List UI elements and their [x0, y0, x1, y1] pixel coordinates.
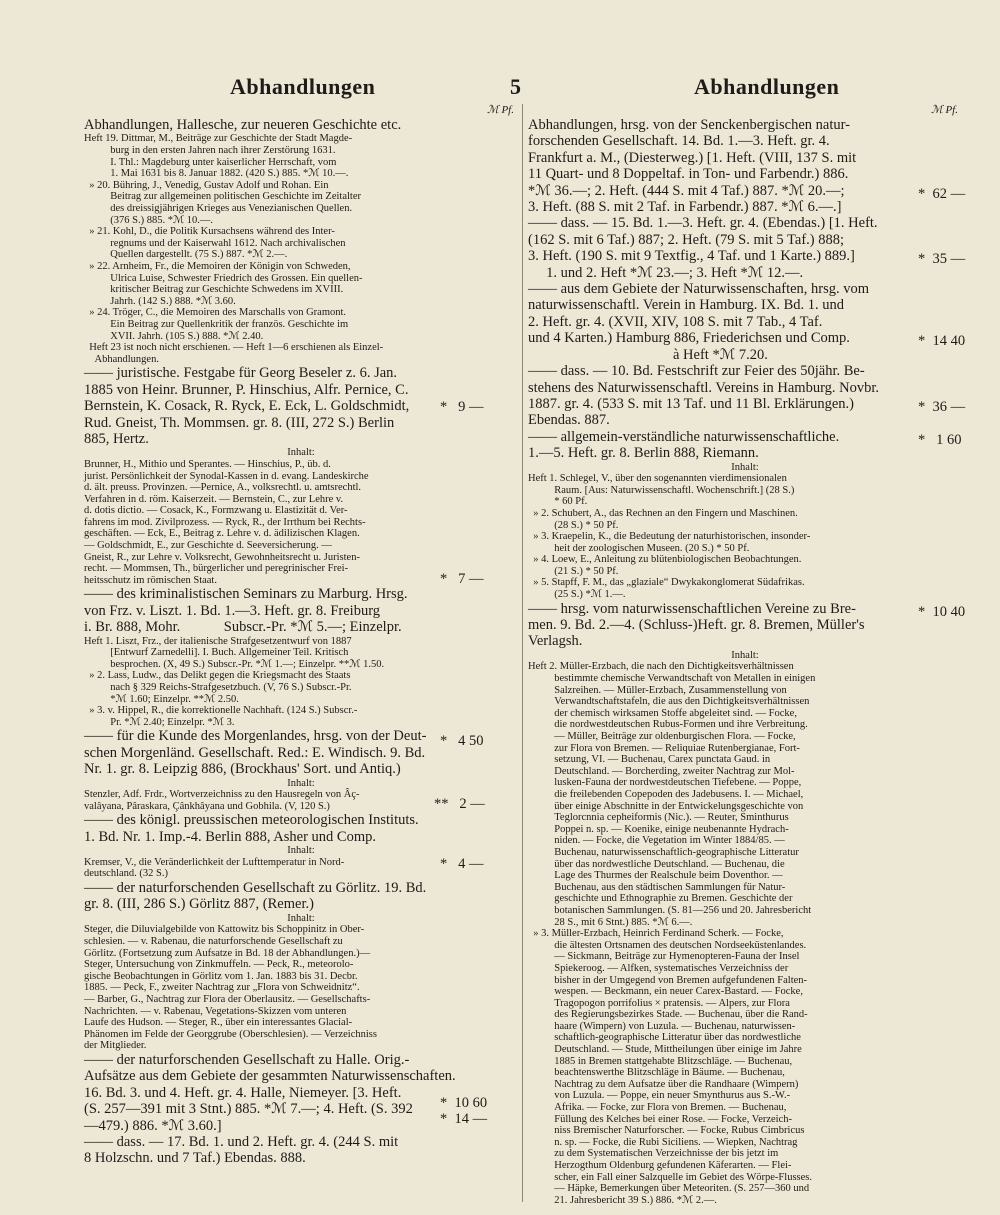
entry: —— der naturforschenden Gesellschaft zu Halle. Orig.- Aufsätze aus dem Gebiete der gesammten Naturwissenschaften. 16. Bd. 3. und 4. Heft. gr. 4. Halle, Niemeyer. [3. Heft. (S. 257—391 mit 3 Stnt.) 885. *ℳ 7.—; 4. Heft. (S. 392 —479.) 886. *ℳ 3.60.] —— dass. — 17. Bd. 1. und 2. Heft. gr. 4. (244 S. mit 8 Holzschn. und 7 Taf.) Ebendas. 888.	[84, 1051, 456, 1167]
contents-text: Stenzler, Adf. Frdr., Wortverzeichniss zu den Hausregeln von Âç- valâyana, Pâraskara, Çânkhâyana und Gobhila. (V, 120 S.)	[84, 789, 360, 812]
contents-label: Inhalt:	[731, 461, 759, 473]
contents-label: Inhalt:	[287, 912, 315, 924]
page-number: 5	[510, 74, 522, 99]
entry: —— hrsg. vom naturwissenschaftlichen Vereine zu Bre- men. 9. Bd. 2.—4. (Schluss-)Heft. gr. 8. Bremen, Müller's Verlagsh.	[528, 600, 865, 650]
running-header-left: Abhandlungen	[230, 74, 376, 99]
price: * 4 —	[440, 856, 484, 872]
price: * 9 —	[440, 399, 484, 415]
price: * 7 —	[440, 571, 484, 587]
series-list: Heft 2. Müller-Erzbach, die nach den Dichtigkeitsverhältnissen bestimmte chemische Verwandtschaft von Metallen in einigen Salzreihen. — Müller-Erzbach, Zusammenstellung von Verwandtschaftstafeln, die aus den Dichtigkeitsverhältnissen der chemisch wirksamen Stoffe abgeleitet sind. — Focke, die nordwestdeutschen Rubus-Formen und ihre Verbreitung. — Müller, Beiträge zur oldenburgischen Flora. — Focke, zur Flora von Bremen. — Reliquiae Rutenbergianae, Fort- setzung, VI. — Buchenau, Carex punctata Gaud. in Deutschland. — Borcherding, zweiter Nachtrag zur Mol- lusken-Fauna der nordwestdeutschen Tiefebene. — Poppe, die freilebenden Copepoden des Jadebusens. I. — Michael, über einige Abschnitte in der Entwickelungsgeschichte von Teglorcnnia cepheiformis (Nic.). — Reuter, Sminthurus Poppei n. sp. — Koenike, einige neubenannte Hydrach- niden. — Focke, die Vegetation im Winter 1884/85. — Buchenau, naturwissenschaftlich-geographische Litteratur über das nordwestliche Deutschland. — Buchenau, die Lage des Thurmes der Realschule beim Doventhor. — Buchenau, aus den städtischen Sammlungen für Natur- geschichte und Ethnographie zu Bremen. Geschichte der botanischen Sammlungen. (S. 81—256 und 20. Jahresbericht 28 S., mit 6 Stnt.) 885. *ℳ 6.—. » 3. Müller-Erzbach, Heinrich Ferdinand Scherk. — Focke, die ältesten Ortsnamen des deutschen Nordseeküstenlandes. — Sickmann, Beiträge zur Hymenopteren-Fauna der Insel Spiekeroog. — Alfken, systematisches Verzeichniss der bisher in der Umgegend von Bremen aufgefundenen Falten- wespen. — Beckmann, ein neuer Carex-Bastard. — Focke, Tragopogon porrifolius × pratensis. — Alpers, zur Flora des Regierungsbezirkes Stade. — Buchenau, über die Rand- haare (Wimpern) von Luzula. — Buchenau, naturwissen- schaftlich-geographische Litteratur über das nordwestliche Deutschland. — Stude, Mittheilungen über einige im Jahre 1885 in Bremen stattgehabte Blitzschläge. — Buchenau, beachtenswerthe Blitzschläge in Bäume. — Buchenau, Nachtrag zu dem Aufsatze über die Randhaare (Wimpern) von Luzula. — Poppe, ein neuer Smynthurus aus S.-W.- Afrika. — Focke, zur Flora von Bremen. — Buchenau, Füllung des Kelches bei einer Rose. — Focke, Verzeich- niss Bremischer Naturforscher. — Focke, Rubus Cimbricus n. sp. — Focke, die Rubi Siciliens. — Wiepken, Nachtrag zu dem Systematischen Verzeichnisse der bis jetzt im Herzogthum Oldenburg gefundenen Käferarten. — Flei- scher, ein Fall einer Salzquelle im Gebiet des Wörpe-Flusses. — Häpke, Bemerkungen über Meteoriten. (S. 257—360 und 21. Jahresbericht 39 S.) 886. *ℳ 2.—.	[528, 661, 816, 1206]
right-column	[528, 104, 962, 1206]
series-list: Heft 1. Schlegel, V., über den sogenannten vierdimensionalen Raum. [Aus: Naturwissenschaftl. Wochenschrift.] (28 S.) * 60 Pf. » 2. Schubert, A., das Rechnen an den Fingern und Maschinen. (28 S.) * 50 Pf. » 3. Kraepelin, K., die Bedeutung der naturhistorischen, insonder- heit der zoologischen Museen. (20 S.) * 50 Pf. » 4. Loew, E., Anleitung zu blütenbiologischen Beobachtungen. (21 S.) * 50 Pf. » 5. Stapff, F. M., das „glaziale“ Dwykakonglomerat Südafrikas. (25 S.) *ℳ 1.—.	[528, 473, 811, 601]
entry: —— des kriminalistischen Seminars zu Marburg. Hrsg. von Frz. v. Liszt. 1. Bd. 1.—3. Heft. gr. 8. Freiburg i. Br. 888, Mohr. Subscr.-Pr. *ℳ 5.—; Einzelpr.	[84, 586, 408, 636]
contents-text: Steger, die Diluvialgebilde von Kattowitz bis Schoppinitz in Ober- schlesien. — v. Rabenau, die naturforschende Gesellschaft zu Görlitz. (Fortsetzung zum Aufsatze in Bd. 18 der Abhandlungen.)— Steger, Untersuchung von Zinkmuffeln. — Peck, R., meteorolo- gische Beobachtungen in Görlitz vom 1. Jan. 1883 bis 31. Decbr. 1885. — Peck, F., zweiter Nachtrag zur „Flora von Schweidnitz“. — Barber, G., Nachtrag zur Flora der Oberlausitz. — Gesellschafts- Nachrichten. — v. Rabenau, Vegetations-Skizzen vom unteren Laufe des Hudson. — Steger, R., über ein interessantes Glacial- Phänomen im Felde der Georggrube (Oberschlesien). — Verzeichniss der Mitglieder.	[84, 924, 377, 1052]
entry: —— für die Kunde des Morgenlandes, hrsg. von der Deut- schen Morgenländ. Gesellschaft. Red.: E. Windisch. 9. Bd. Nr. 1. gr. 8. Leipzig 886, (Brockhaus' Sort. und Antiq.)	[84, 728, 427, 778]
price: * 4 50	[440, 733, 484, 749]
series-list: Heft 19. Dittmar, M., Beiträge zur Geschichte der Stadt Magde- burg in den ersten Jahren nach ihrer Zerstörung 1631. I. Thl.: Magdeburg unter kaiserlicher Herrschaft, vom 1. Mai 1631 bis 8. Januar 1882. (420 S.) 885. *ℳ 10.—. » 20. Bühring, J., Venedig, Gustav Adolf und Rohan. Ein Beitrag zur allgemeinen politischen Geschichte im Zeitalter des dreissigjährigen Krieges aus Venezianischen Quellen. (376 S.) 885. *ℳ 10.—. » 21. Kohl, D., die Politik Kursachsens während des Inter- regnums und der Kaiserwahl 1612. Nach archivalischen Quellen dargestellt. (75 S.) 887. *ℳ 2.—. » 22. Arnheim, Fr., die Memoiren der Königin von Schweden, Ulrica Luise, Schwester Friedrich des Grossen. Ein quellen- kritischer Beitrag zur Geschichte Schwedens im XVIII. Jahrh. (142 S.) 888. *ℳ 3.60. » 24. Tröger, C., die Memoiren des Marschalls von Gramont. Ein Beitrag zur Quellenkritik der französ. Geschichte im XVII. Jahrh. (105 S.) 888. *ℳ 2.40. Heft 23 ist noch nicht erschienen. — Heft 1—6 erschienen als Einzel- Abhandlungen.	[84, 133, 384, 365]
price: * 62 —	[918, 186, 966, 202]
price: * 14 —	[440, 1111, 488, 1127]
running-header-right: Abhandlungen	[694, 74, 840, 99]
price-column-header: ℳ Pf.	[930, 104, 958, 116]
left-column	[84, 104, 518, 1167]
contents-label: Inhalt:	[731, 649, 759, 661]
price: * 35 —	[918, 251, 966, 267]
contents-text: Brunner, H., Mithio und Sperantes. — Hinschius, P., üb. d. jurist. Persönlichkeit der Synodal-Kassen in d. evang. Landeskirche d. ält. preuss. Provinzen. —Pernice, A., volksrechtl. u. amtsrechtl. Verfahren in d. röm. Kaiserzeit. — Bernstein, C., zur Lehre v. d. dotis dictio. — Cosack, K., Formzwang u. Elastizität d. Ver- fahrens im mod. Zivilprozess. — Ryck, R., der Irrthum bei Rechts- geschäften. — Eck, E., Beitrag z. Lehre v. d. ädilizischen Klagen. — Goldschmidt, E., zur Geschichte d. Seeversicherung. — Gneist, R., zur Lehre v. Volksrecht, Gewohnheitsrecht u. Juristen- recht. — Mommsen, Th., bürgerlicher und peregrinischer Frei- heitsschutz im römischen Staat.	[84, 458, 369, 586]
entry: Abhandlungen, hrsg. von der Senckenbergischen natur- forschenden Gesellschaft. 14. Bd. 1.—3. Heft. gr. 4. Frankfurt a. M., (Diesterweg.) [1. Heft. (VIII, 137 S. mit 11 Quart- und 8 Doppeltaf. in Ton- und Farbendr.) 886. *ℳ 36.—; 2. Heft. (444 S. mit 4 Taf.) 887. *ℳ 20.—; 3. Heft. (88 S. mit 2 Taf. in Farbendr.) 887. *ℳ 6.—.] —— dass. — 15. Bd. 1.—3. Heft. gr. 4. (Ebendas.) [1. Heft. (162 S. mit 6 Taf.) 887; 2. Heft. (79 S. mit 5 Taf.) 888; 3. Heft. (190 S. mit 9 Textfig., 4 Taf. und 1 Karte.) 889.] 1. und 2. Heft *ℳ 23.—; 3. Heft *ℳ 12.—. —— aus dem Gebiete der Naturwissenschaften, hrsg. vom naturwissenschaftl. Verein in Hamburg. IX. Bd. 1. und 2. Heft. gr. 4. (XVII, XIV, 108 S. mit 7 Tab., 4 Taf. und 4 Karten.) Hamburg 886, Friederichsen und Comp. à Heft *ℳ 7.20. —— dass. — 10. Bd. Festschrift zur Feier des 50jähr. Be- stehens des Naturwissenschaftl. Vereins in Hamburg. Novbr. 1887. gr. 4. (533 S. mit 13 Taf. und 11 Bl. Erklärungen.) Ebendas. 887. —— allgemein-verständliche naturwissenschaftliche. 1.—5. Heft. gr. 8. Berlin 888, Riemann.	[528, 117, 880, 462]
price-column-header: ℳ Pf.	[486, 104, 514, 116]
entry: —— der naturforschenden Gesellschaft zu Görlitz. 19. Bd. gr. 8. (III, 286 S.) Görlitz 887, (Remer.)	[84, 880, 427, 913]
price: ** 2 —	[434, 796, 485, 812]
series-list: Heft 1. Liszt, Frz., der italienische Strafgesetzentwurf von 1887 [Entwurf Zarnedelli]. I. Buch. Allgemeiner Teil. Kritisch besprochen. (X, 49 S.) Subscr.-Pr. *ℳ 1.—; Einzelpr. **ℳ 1.50. » 2. Lass, Ludw., das Delikt gegen die Kriegsmacht des Staats nach § 329 Reichs-Strafgesetzbuch. (V, 76 S.) Subscr.-Pr. *ℳ 1.60; Einzelpr. **ℳ 2.50. » 3. v. Hippel, R., die korrektionelle Nachhaft. (124 S.) Subscr.- Pr. *ℳ 2.40; Einzelpr. *ℳ 3.	[84, 635, 385, 728]
price: * 10 40	[918, 604, 966, 620]
price: * 10 60	[440, 1095, 488, 1111]
contents-text: Kremser, V., die Veränderlichkeit der Lufttemperatur in Nord- deutschland. (32 S.)	[84, 856, 345, 880]
entry-title: Abhandlungen, Hallesche, zur neueren Geschichte etc.	[84, 117, 402, 133]
contents-label: Inhalt:	[287, 447, 315, 459]
entry: —— juristische. Festgabe für Georg Beseler z. 6. Jan. 1885 von Heinr. Brunner, P. Hinschius, Alfr. Pernice, C. Bernstein, K. Cosack, R. Ryck, E. Eck, L. Goldschmidt, Rud. Gneist, Th. Mommsen. gr. 8. (III, 272 S.) Berlin 885, Hertz.	[84, 365, 410, 447]
contents-label: Inhalt:	[287, 845, 315, 857]
price: * 1 60	[918, 432, 962, 448]
price: * 36 —	[918, 399, 966, 415]
column-divider	[522, 104, 523, 1202]
entry: —— des königl. preussischen meteorologischen Instituts. 1. Bd. Nr. 1. Imp.-4. Berlin 888, Asher und Comp.	[84, 812, 419, 845]
price: * 14 40	[918, 333, 966, 349]
contents-label: Inhalt:	[287, 777, 315, 789]
